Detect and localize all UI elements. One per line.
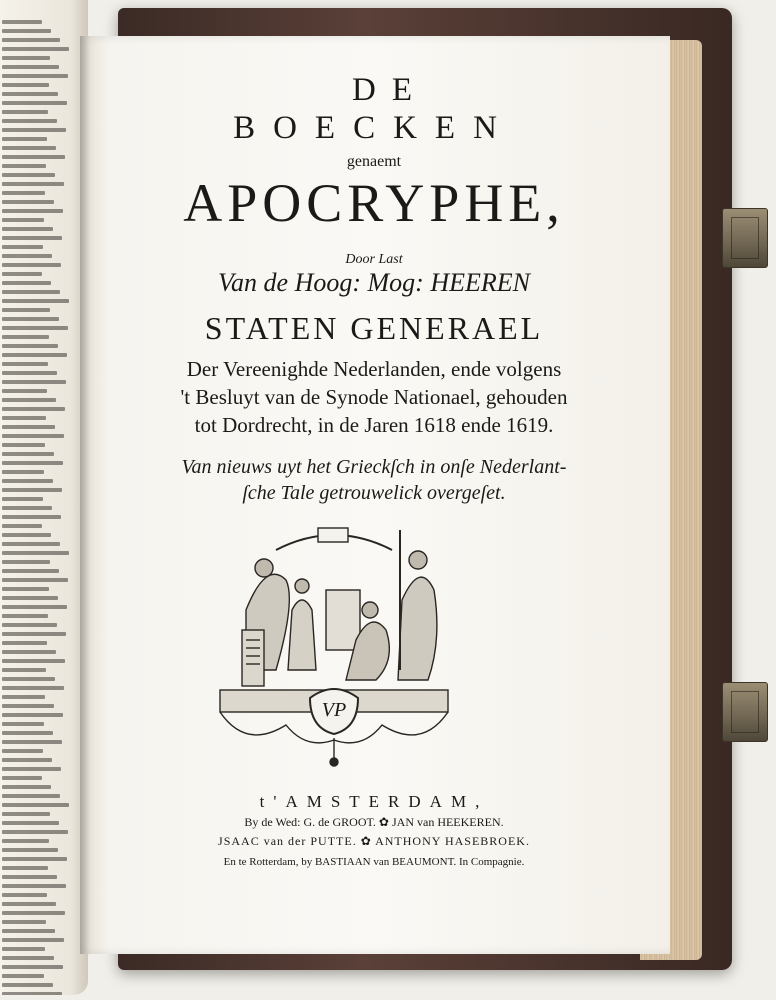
left-page-text-line [2,164,46,168]
title-line-heeren: Van de Hoog: Mog: HEEREN [218,268,530,297]
left-page-text-line [2,326,68,330]
left-page-text-line [2,605,67,609]
left-page-text-line [2,560,50,564]
left-page-text-line [2,632,66,636]
left-page-text-line [2,263,61,267]
left-page-text-line [2,389,47,393]
left-page-text-line [2,83,49,87]
left-page-text-line [2,92,58,96]
title-line-genaemt: genaemt [346,153,402,170]
left-page-text-line [2,524,42,528]
left-page-text-line [2,353,67,357]
left-page-text-line [2,803,69,807]
left-page-text-line [2,587,49,591]
imprint-rotterdam: En te Rotterdam, by BASTIAAN van BEAUMONT. In Compagnie. [223,856,525,868]
left-page-text-line [2,56,50,60]
left-page-text-line [2,335,49,339]
left-page-text-line [2,281,51,285]
left-page-text-line [2,506,52,510]
left-page-text-line [2,218,44,222]
left-page-text-line [2,317,59,321]
left-page-text-line [2,839,49,843]
left-page-text-line [2,371,57,375]
left-page [0,0,88,995]
imprint-printers-2: JSAAC van der PUTTE. ✿ ANTHONY HASEBROEK. [218,834,530,848]
left-page-text-line [2,236,62,240]
left-page-text-line [2,578,68,582]
left-page-text-line [2,146,56,150]
left-page-text-line [2,992,62,995]
left-page-text-line [2,155,65,159]
left-page-text-line [2,614,48,618]
left-page-text-line [2,29,51,33]
left-page-text-line [2,290,60,294]
left-page-text-line [2,128,66,132]
left-page-text-line [2,668,46,672]
left-page-text-line [2,542,60,546]
left-page-text-line [2,857,67,861]
left-page-text-line [2,767,61,771]
left-page-text-line [2,749,43,753]
left-page-text-line [2,452,54,456]
left-page-text-line [2,875,57,879]
left-page-text-line [2,902,56,906]
title-line-boecken: BOECKEN [233,110,515,146]
left-page-text-line [2,596,58,600]
title-line-staten-generael: STATEN GENERAEL [204,310,544,346]
left-page-text-line [2,695,45,699]
left-page-text-line [2,533,51,537]
title-line-tale: ſche Tale getrouwelick overgeſet. [242,482,506,504]
left-page-text-line [2,443,45,447]
left-page-text-line [2,200,54,204]
title-line-synode: 't Besluyt van de Synode Nationael, gehouden [180,385,568,409]
left-page-text-line [2,677,55,681]
left-page-text-line [2,497,43,501]
engraving-illustration [206,520,462,770]
left-page-text-line [2,398,56,402]
left-page-text-line [2,488,62,492]
left-page-text-line [2,722,44,726]
left-page-text-line [2,461,63,465]
left-page-text-line [2,659,65,663]
left-page-text-line [2,416,46,420]
left-page-text-line [2,254,52,258]
left-page-text-line [2,569,59,573]
left-page-text-line [2,641,47,645]
title-line-apocryphe: APOCRYPHE, [183,173,565,233]
left-page-text-line [2,956,54,960]
left-page-text-line [2,380,66,384]
left-page-text-line [2,110,48,114]
left-page-text-block [2,20,70,995]
left-page-text-line [2,425,55,429]
left-page-text-line [2,704,54,708]
left-page-text-line [2,299,69,303]
left-page-text-line [2,344,58,348]
left-page-text-line [2,650,56,654]
left-page-text-line [2,785,51,789]
left-page-text-line [2,362,48,366]
imprint-printers-1: By de Wed: G. de GROOT. ✿ JAN van HEEKEREN. [244,815,504,829]
engraving-monogram: VP [321,699,347,721]
left-page-text-line [2,713,63,717]
left-page-text-line [2,245,43,249]
left-page-text-line [2,974,44,978]
left-page-text-line [2,119,57,123]
left-page-text-line [2,920,46,924]
left-page-text-line [2,821,59,825]
left-page-text-line [2,731,53,735]
left-page-text-line [2,740,62,744]
left-page-text-line [2,38,60,42]
left-page-text-line [2,893,47,897]
left-page-text-line [2,308,50,312]
left-page-text-line [2,911,65,915]
brass-clasp-top [722,208,768,268]
left-page-text-line [2,983,53,987]
left-page-text-line [2,794,60,798]
title-line-dordrecht: tot Dordrecht, in de Jaren 1618 ende 1619. [194,413,554,437]
title-line-van-nieuws: Van nieuws uyt het Grieckſch in onſe Nederlant- [181,456,567,478]
left-page-text-line [2,227,53,231]
left-page-text-line [2,74,68,78]
left-page-text-line [2,173,55,177]
left-page-text-line [2,515,61,519]
left-page-text-line [2,848,58,852]
title-line-de: DE [352,72,428,108]
left-page-text-line [2,20,42,24]
left-page-text-line [2,776,42,780]
title-line-nederlanden: Der Vereenighde Nederlanden, ende volgens [186,357,562,381]
left-page-text-line [2,434,64,438]
left-page-text-line [2,866,48,870]
left-page-text-line [2,938,64,942]
left-page-text-line [2,830,68,834]
left-page-text-line [2,407,65,411]
brass-clasp-bottom [722,682,768,742]
title-line-door-last: Door Last [345,252,403,267]
left-page-text-line [2,209,63,213]
left-page-text-line [2,101,67,105]
left-page-text-line [2,47,69,51]
left-page-text-line [2,812,50,816]
left-page-text-line [2,191,45,195]
left-page-text-line [2,758,52,762]
left-page-text-line [2,884,66,888]
left-page-text-line [2,479,53,483]
left-page-text-line [2,470,44,474]
left-page-text-line [2,137,47,141]
left-page-text-line [2,182,64,186]
left-page-text-line [2,929,55,933]
imprint-amsterdam: t'AMSTERDAM, [259,792,489,811]
left-page-text-line [2,623,57,627]
left-page-text-line [2,551,69,555]
left-page-text-line [2,947,45,951]
left-page-text-line [2,272,42,276]
left-page-text-line [2,65,59,69]
left-page-text-line [2,965,63,969]
left-page-text-line [2,686,64,690]
